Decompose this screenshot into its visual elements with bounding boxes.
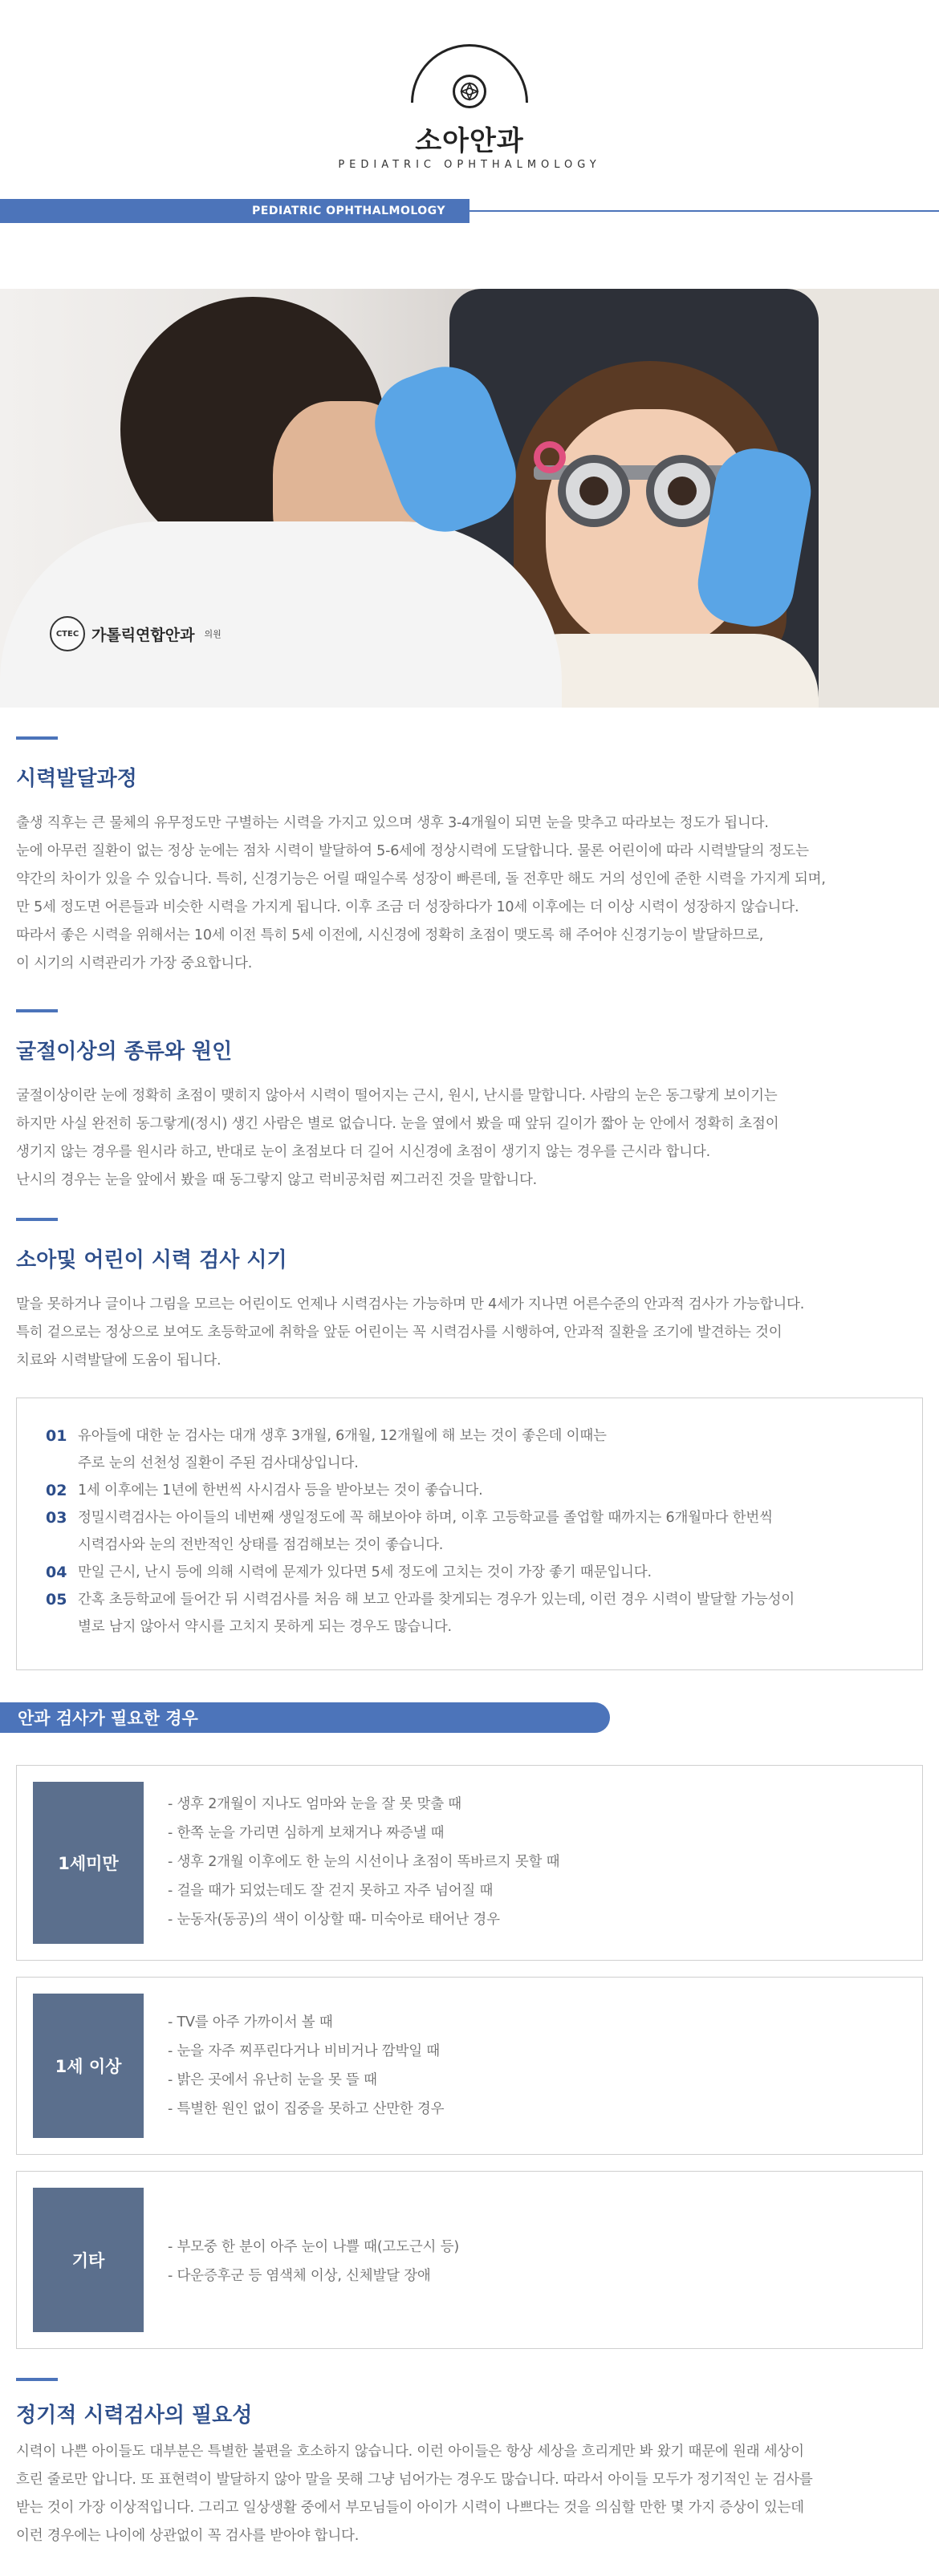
- case-card-list: [168, 2008, 444, 2124]
- list-line: 1세 이후에는 1년에 한번씩 사시검사 등을 받아보는 것이 좋습니다.: [78, 1483, 483, 1499]
- section-line: 약간의 차이가 있을 수 있습니다. 특히, 신경기능은 어릴 때일수록 성장이 빠른데, 돌 전후만 해도 거의 성인에 준한 시력을 가지게 되며,: [16, 871, 826, 887]
- case-card-label: 1세미만: [33, 1782, 144, 1944]
- case-item: - 한쪽 눈을 가리면 심하게 보채거나 짜증낼 때: [168, 1825, 445, 1841]
- section-refraction: [16, 1009, 923, 1195]
- section-accent: [16, 2378, 58, 2381]
- case-card-under-1: [16, 1765, 923, 1961]
- section-line: 이 시기의 시력관리가 가장 중요합니다.: [16, 955, 253, 972]
- hero-doctor-coat: [0, 521, 562, 708]
- section-line: 이런 경우에는 나이에 상관없이 꼭 검사를 받아야 합니다.: [16, 2528, 360, 2544]
- section-line: 특히 겉으로는 정상으로 보여도 초등학교에 취학을 앞둔 어린이는 꼭 시력검사를 시행하여, 안과적 질환을 조기에 발견하는 것이: [16, 1325, 782, 1341]
- case-item: - 특별한 원인 없이 집중을 못하고 산만한 경우: [168, 2101, 445, 2117]
- list-line: 간혹 초등학교에 들어간 뒤 시력검사를 처음 해 보고 안과를 찾게되는 경우가 있는데, 이런 경우 시력이 발달할 가능성이: [78, 1592, 795, 1608]
- section-accent: [16, 1218, 58, 1221]
- section-body: [16, 809, 923, 978]
- category-band-label: PEDIATRIC OPHTHALMOLOGY: [0, 199, 470, 223]
- section-development: [16, 736, 923, 978]
- case-item: - 밝은 곳에서 유난히 눈을 못 뜰 때: [168, 2072, 377, 2088]
- case-card-other: [16, 2171, 923, 2349]
- list-line: 정밀시력검사는 아이들의 네번째 생일정도에 꼭 해보아야 하며, 이후 고등학교를 졸업할 때까지는 6개월마다 한번씩: [78, 1510, 773, 1526]
- case-card-list: [168, 1790, 559, 1934]
- section-accent: [16, 1009, 58, 1012]
- list-number: 01: [46, 1427, 67, 1445]
- hospital-logo-suffix: 의원: [204, 629, 222, 639]
- hospital-logo-mark: CTEC: [50, 616, 85, 651]
- case-item: - 걸을 때가 되었는데도 잘 걷지 못하고 자주 넘어질 때: [168, 1883, 494, 1899]
- section-line: 따라서 좋은 시력을 위해서는 10세 이전 특히 5세 이전에, 시신경에 정확히 초점이 맺도록 해 주어야 신경기능이 발달하므로,: [16, 927, 764, 943]
- section-line: 치료와 시력발달에 도움이 됩니다.: [16, 1353, 222, 1369]
- case-card-label: 1세 이상: [33, 1994, 144, 2138]
- case-item: - 부모중 한 분이 아주 눈이 나쁠 때(고도근시 등): [168, 2239, 459, 2255]
- list-item: [46, 1422, 893, 1477]
- list-line: 주로 눈의 선천성 질환이 주된 검사대상입니다.: [78, 1455, 359, 1471]
- page-subtitle: PEDIATRIC OPHTHALMOLOGY: [338, 159, 601, 171]
- list-item: [46, 1586, 893, 1641]
- list-number: 05: [46, 1591, 67, 1608]
- section-accent: [16, 736, 58, 740]
- numbered-list-box: [16, 1398, 923, 1670]
- list-line: 유아들에 대한 눈 검사는 대개 생후 3개월, 6개월, 12개월에 해 보는 것이 좋은데 이때는: [78, 1428, 607, 1444]
- section-line: 흐린 줄로만 압니다. 또 표현력이 발달하지 않아 말을 못해 그냥 넘어가는 경우도 많습니다. 따라서 아이들 모두가 정기적인 눈 검사를: [16, 2472, 813, 2488]
- case-item: - 눈을 자주 찌푸린다거나 비비거나 깜박일 때: [168, 2043, 440, 2059]
- hero-photo: [0, 289, 939, 708]
- section-line: 출생 직후는 큰 물체의 유무정도만 구별하는 시력을 가지고 있으며 생후 3-4개월이 되면 눈을 맞추고 따라보는 정도가 됩니다.: [16, 815, 769, 831]
- list-item: [46, 1504, 893, 1559]
- cases-heading-bar: 안과 검사가 필요한 경우: [0, 1702, 610, 1733]
- section-line: 만 5세 정도면 어른들과 비슷한 시력을 가지게 됩니다. 이후 조금 더 성장하다가 10세 이후에는 더 이상 시력이 성장하지 않습니다.: [16, 899, 799, 915]
- section-line: 굴절이상이란 눈에 정확히 초점이 맺히지 않아서 시력이 떨어지는 근시, 원시, 난시를 말합니다. 사람의 눈은 동그랗게 보이기는: [16, 1088, 778, 1104]
- header: [0, 0, 939, 201]
- section-body: [16, 1291, 923, 1375]
- list-line: 별로 남지 않아서 약시를 고치지 못하게 되는 경우도 많습니다.: [78, 1619, 452, 1635]
- case-item: - 다운증후군 등 염색체 이상, 신체발달 장애: [168, 2268, 431, 2284]
- section-line: 받는 것이 가장 이상적입니다. 그리고 일상생활 중에서 부모님들이 아이가 시력이 나쁘다는 것을 의심할 만한 몇 가지 증상이 있는데: [16, 2500, 804, 2516]
- section-line: 난시의 경우는 눈을 앞에서 봤을 때 동그랗지 않고 럭비공처럼 찌그러진 것을 말합니다.: [16, 1172, 538, 1188]
- section-title: 소아및 어린이 시력 검사 시기: [16, 1248, 287, 1272]
- hospital-logo-name: 가톨릭연합안과: [91, 626, 195, 644]
- case-item: - TV를 아주 가까이서 볼 때: [168, 2014, 333, 2030]
- case-item: - 생후 2개월 이후에도 한 눈의 시선이나 초점이 똑바르지 못할 때: [168, 1854, 560, 1870]
- list-number: 03: [46, 1509, 67, 1527]
- section-title: 굴절이상의 종류와 원인: [16, 1040, 233, 1064]
- section-title: 시력발달과정: [16, 767, 137, 791]
- case-card-over-1: [16, 1977, 923, 2155]
- section-line: 하지만 사실 완전히 동그랗게(정시) 생긴 사람은 별로 없습니다. 눈을 옆에서 봤을 때 앞뒤 길이가 짧아 눈 안에서 정확히 초점이: [16, 1116, 779, 1132]
- section-title: 정기적 시력검사의 필요성: [16, 2404, 253, 2428]
- list-number: 02: [46, 1482, 67, 1499]
- hospital-logo: [50, 616, 222, 651]
- section-body: [16, 1082, 923, 1195]
- section-line: 시력이 나쁜 아이들도 대부분은 특별한 불편을 호소하지 않습니다. 이런 아이들은 항상 세상을 흐리게만 봐 왔기 때문에 원래 세상이: [16, 2444, 804, 2460]
- category-band-line: [470, 210, 939, 212]
- case-item: - 생후 2개월이 지나도 엄마와 눈을 잘 못 맞출 때: [168, 1796, 462, 1812]
- list-line: 시력검사와 눈의 전반적인 상태를 점검해보는 것이 좋습니다.: [78, 1537, 444, 1553]
- section-line: 눈에 아무런 질환이 없는 정상 눈에는 점차 시력이 발달하여 5-6세에 정상시력에 도달합니다. 물론 어린이에 따라 시력발달의 정도는: [16, 843, 809, 859]
- section-body: [16, 2438, 923, 2550]
- list-number: 04: [46, 1564, 67, 1581]
- case-item: - 눈동자(동공)의 색이 이상할 때- 미숙아로 태어난 경우: [168, 1912, 500, 1928]
- section-exam-timing: [16, 1218, 923, 1375]
- list-line: 만일 근시, 난시 등에 의해 시력에 문제가 있다면 5세 정도에 고치는 것이 가장 좋기 때문입니다.: [78, 1564, 652, 1580]
- section-regular-exam: [16, 2378, 923, 2550]
- page-title: 소아안과: [415, 125, 524, 157]
- section-line: 생기지 않는 경우를 원시라 하고, 반대로 눈이 초점보다 더 길어 시신경에 초점이 생기지 않는 경우를 근시라 합니다.: [16, 1144, 710, 1160]
- logo-mark-icon: [453, 75, 486, 108]
- case-card-list: [168, 2233, 459, 2290]
- section-line: 말을 못하거나 글이나 그림을 모르는 어린이도 언제나 시력검사는 가능하며 만 4세가 지나면 어른수준의 안과적 검사가 가능합니다.: [16, 1296, 805, 1312]
- list-item: [46, 1559, 893, 1586]
- list-item: [46, 1477, 893, 1504]
- case-card-label: 기타: [33, 2188, 144, 2332]
- category-band: [0, 199, 939, 223]
